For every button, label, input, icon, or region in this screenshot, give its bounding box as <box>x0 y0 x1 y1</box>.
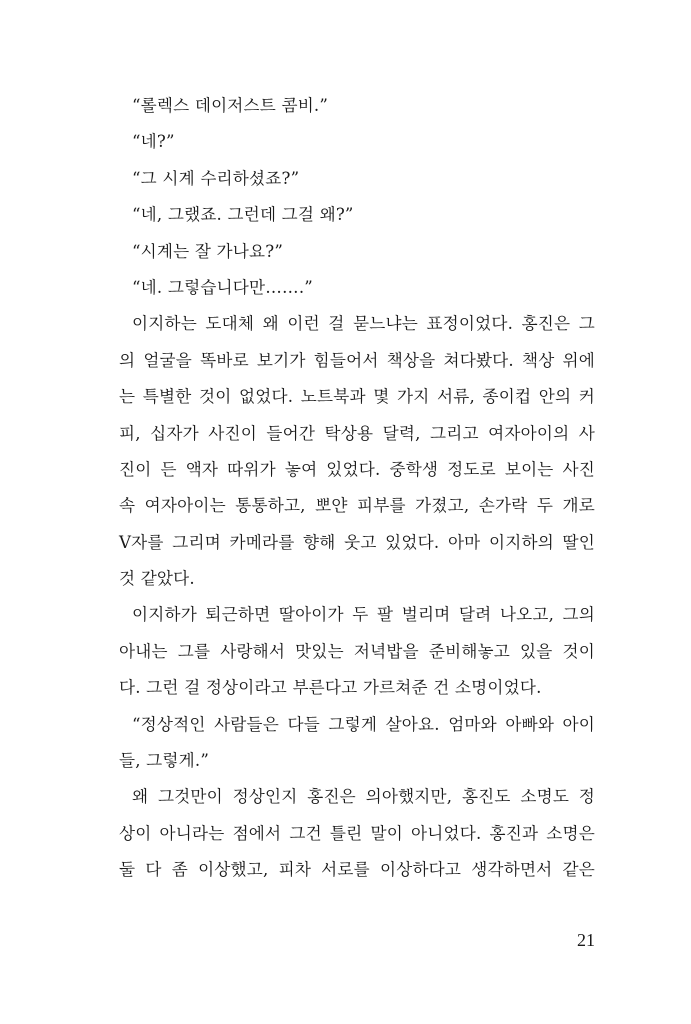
body-text <box>119 88 595 889</box>
text-line: 이지하는 도대체 왜 이런 걸 묻느냐는 표정이었다. 홍진은 그 <box>132 314 595 334</box>
text-line: 의 얼굴을 똑바로 보기가 힘들어서 책상을 쳐다봤다. 책상 위에 <box>119 350 595 370</box>
text-line: 진이 든 액자 따위가 놓여 있었다. 중학생 정도로 보이는 사진 <box>119 459 595 479</box>
text-line: 는 특별한 것이 없었다. 노트북과 몇 가지 서류, 종이컵 안의 커 <box>119 387 595 407</box>
text-line: 들, 그렇게.” <box>119 751 210 771</box>
text-line: 둘 다 좀 이상했고, 피차 서로를 이상하다고 생각하면서 같은 <box>119 860 595 880</box>
text-line: 상이 아니라는 점에서 그건 틀린 말이 아니었다. 홍진과 소명은 <box>119 823 595 843</box>
text-line: 왜 그것만이 정상인지 홍진은 의아했지만, 홍진도 소명도 정 <box>132 787 595 807</box>
text-line: “시계는 잘 가나요?” <box>132 241 284 261</box>
text-line: “네?” <box>132 132 175 152</box>
text-line: “네. 그렇습니다만…….” <box>132 277 313 297</box>
page-number: 21 <box>577 930 595 950</box>
text-line: 이지하가 퇴근하면 딸아이가 두 팔 벌리며 달려 나오고, 그의 <box>132 605 595 625</box>
text-line: “네, 그랬죠. 그런데 그걸 왜?” <box>132 205 354 225</box>
text-line: 피, 십자가 사진이 들어간 탁상용 달력, 그리고 여자아이의 사 <box>119 423 595 443</box>
text-line: 다. 그런 걸 정상이라고 부른다고 가르쳐준 건 소명이었다. <box>119 678 542 698</box>
text-line: 것 같았다. <box>119 569 195 589</box>
text-line: “정상적인 사람들은 다들 그렇게 살아요. 엄마와 아빠와 아이 <box>132 714 595 734</box>
text-line: “롤렉스 데이저스트 콤비.” <box>132 96 329 115</box>
text-line: 속 여자아이는 통통하고, 뽀얀 피부를 가졌고, 손가락 두 개로 <box>119 496 595 516</box>
text-line: V자를 그리며 카메라를 향해 웃고 있었다. 아마 이지하의 딸인 <box>119 532 595 552</box>
text-line: 아내는 그를 사랑해서 맛있는 저녁밥을 준비해놓고 있을 것이 <box>119 641 595 661</box>
text-line: “그 시계 수리하셨죠?” <box>132 168 300 188</box>
